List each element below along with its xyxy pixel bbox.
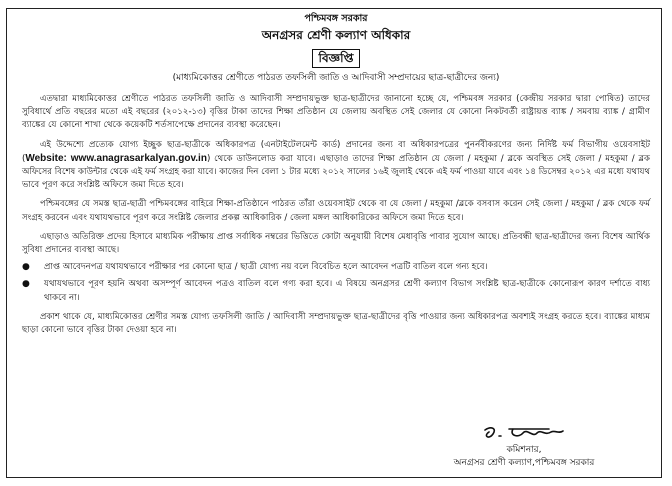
bullet-text: যথাযথভাবে পূরণ হয়নি অথবা অসম্পূর্ণ আবেদন পত্রও বাতিল বলে গণ্য করা হবে। এ বিষয়ে অনগ্রসর শ্রেণী কল্যাণ বিভাগ সংশ্লিষ্ট ছাত্র-ছাত্রীকে কোনোরূপ কারণ দর্শাতে বাধ্য থাকবে না। bbox=[44, 279, 650, 303]
notice-header bbox=[8, 12, 664, 85]
paragraph-outside-state: পশ্চিমবঙ্গের যে সমস্ত ছাত্র-ছাত্রী পশ্চিমবঙ্গের বাহিরে শিক্ষা-প্রতিষ্ঠানে পাঠরত তাঁরা ওয়েবসাইট থেকে বা যে জেলা / মহকুমা /ব্লকে বসবাস করেন সেই জেলা / মহকুমা / ব্লক থেকে ফর্ম সংগ্রহ করবেন এবং যথাযথভাবে পূরণ করে সংশ্লিষ্ট জেলার প্রকল্প আধিকারিক / জেলা মঙ্গল আধিকারিকের অফিসে জমা দিতে হবে। bbox=[22, 199, 650, 223]
government-name: পশ্চিমবঙ্গ সরকার bbox=[304, 13, 368, 24]
bullet-text: প্রাপ্ত আবেদনপত্র যথাযথভাবে পরীক্ষার পর কোনো ছাত্র / ছাত্রী যোগ্য নয় বলে বিবেচিত হলে আবেদন পত্রটি বাতিল বলে গন্য হবে। bbox=[44, 262, 488, 273]
notice-title: বিজ্ঞপ্তি bbox=[312, 49, 361, 68]
list-item bbox=[22, 278, 650, 304]
bullet-icon: ● bbox=[22, 262, 30, 273]
signatory-title: কমিশনার, bbox=[506, 445, 542, 455]
paragraph-form-info-end: ) থেকে ডাউনলোড করা যাবে। এছাড়াও তাদের শিক্ষা প্রতিষ্ঠান যে জেলা / মহকুমা / ব্লকে অবস্থিত সেই জেলা / মহকুমা / ব্লক অফিসের বিশেষ কাউন্টার থেকে এই ফর্ম সংগ্রহ করা যাবে। কাজের দিন বেলা ১ টার মধ্যে ২০১২ সালের ১৬ই জুলাই থেকে এই ফর্ম পাওয়া যাবে এবং ১৪ ডিসেম্বর ২০১২ এর মধ্যে যথাযথ ভাবে পূরণ করে সংশ্লিষ্ট অফিসে জমা দিতে হবে। bbox=[22, 153, 651, 191]
paragraph-form-info bbox=[22, 139, 650, 193]
list-item bbox=[22, 261, 650, 274]
paragraph-form-info-start: এই উদ্দেশ্যে প্রত্যেক যোগ্য ইচ্ছুক ছাত্র-ছাত্রীকে অধিকারপত্র (এনটাইটেলমেন্ট কার্ড) প্রদানের জন্য বা অধিকারপত্রের পুনর্নবীকরণের জন্য নির্দিষ্ট ফর্ম বিভাগীয় ওয়েবসাইট ( bbox=[22, 139, 650, 164]
signatory-organization: অনগ্রসর শ্রেণী কল্যাণ,পশ্চিমবঙ্গ সরকার bbox=[453, 458, 595, 468]
notice-subtitle: (মাধ্যমিকোত্তর শ্রেণীতে পাঠরত তফসিলী জাতি ও আদিবাসী সম্প্রদায়ের ছাত্র-ছাত্রীদের জন্য) bbox=[172, 73, 500, 83]
notice-body bbox=[8, 93, 664, 337]
signature-icon bbox=[479, 424, 569, 444]
bullet-icon: ● bbox=[22, 279, 30, 290]
website-link[interactable]: Website: www.anagrasarkalyan.gov.in bbox=[25, 152, 207, 164]
paragraph-closing: প্রকাশ থাকে যে, মাধ্যমিকোত্তর শ্রেণীর সমস্ত যোগ্য তফসিলী জাতি / আদিবাসী সম্প্রদায়ভুক্ত ছাত্র-ছাত্রীদের বৃত্তি পাওয়ার জন্য অধিকারপত্র অবশ্যই সংগ্রহ করতে হবে। ব্যাঙ্কের মাধ্যম ছাড়া কোনো ভাবে বৃত্তির টাকা দেওয়া হবে না। bbox=[22, 311, 650, 336]
signature-block bbox=[424, 424, 624, 470]
paragraph-merit-scholarship: এছাড়াও অতিরিক্ত প্রদেয় হিসাবে মাধ্যমিক পরীক্ষায় প্রাপ্ত সর্বাধিক নম্বরের ভিত্তিতে কোটা অনুযায়ী বিশেষ মেধাবৃত্তি পাবার সুযোগ আছে। প্রতিবন্ধী ছাত্র-ছাত্রীদের জন্য বিশেষ আর্থিক সুবিধা প্রদানের ব্যবস্থা আছে। bbox=[22, 231, 650, 256]
paragraph-intro: এতদ্বারা মাধ্যমিকোত্তর শ্রেণীতে পাঠরত তফসিলী জাতি ও আদিবাসী সম্প্রদায়ভুক্ত ছাত্র-ছাত্রীদের জানানো হচ্ছে যে, পশ্চিমবঙ্গ সরকার (কেন্দ্রীয় সরকার দ্বারা পোষিত) তাদের সুবিধার্থে প্রতি বছরের মতো এই বছরের (২০১২-১৩) বৃত্তির টাকা তাদের শিক্ষা প্রতিষ্ঠান যে জেলায় অবস্থিত সেই জেলার যে কোনো নিকটবর্তী রাষ্ট্রায়ত্ত ব্যাঙ্ক / সমবায় ব্যাঙ্ক / গ্রামীণ ব্যাঙ্কের যে কোনো শাখা থেকে কয়েকটি শর্তসাপেক্ষে প্রদানের ব্যবস্থা করেছেন। bbox=[22, 94, 650, 131]
department-name: অনগ্রসর শ্রেণী কল্যাণ অধিকার bbox=[261, 28, 411, 42]
